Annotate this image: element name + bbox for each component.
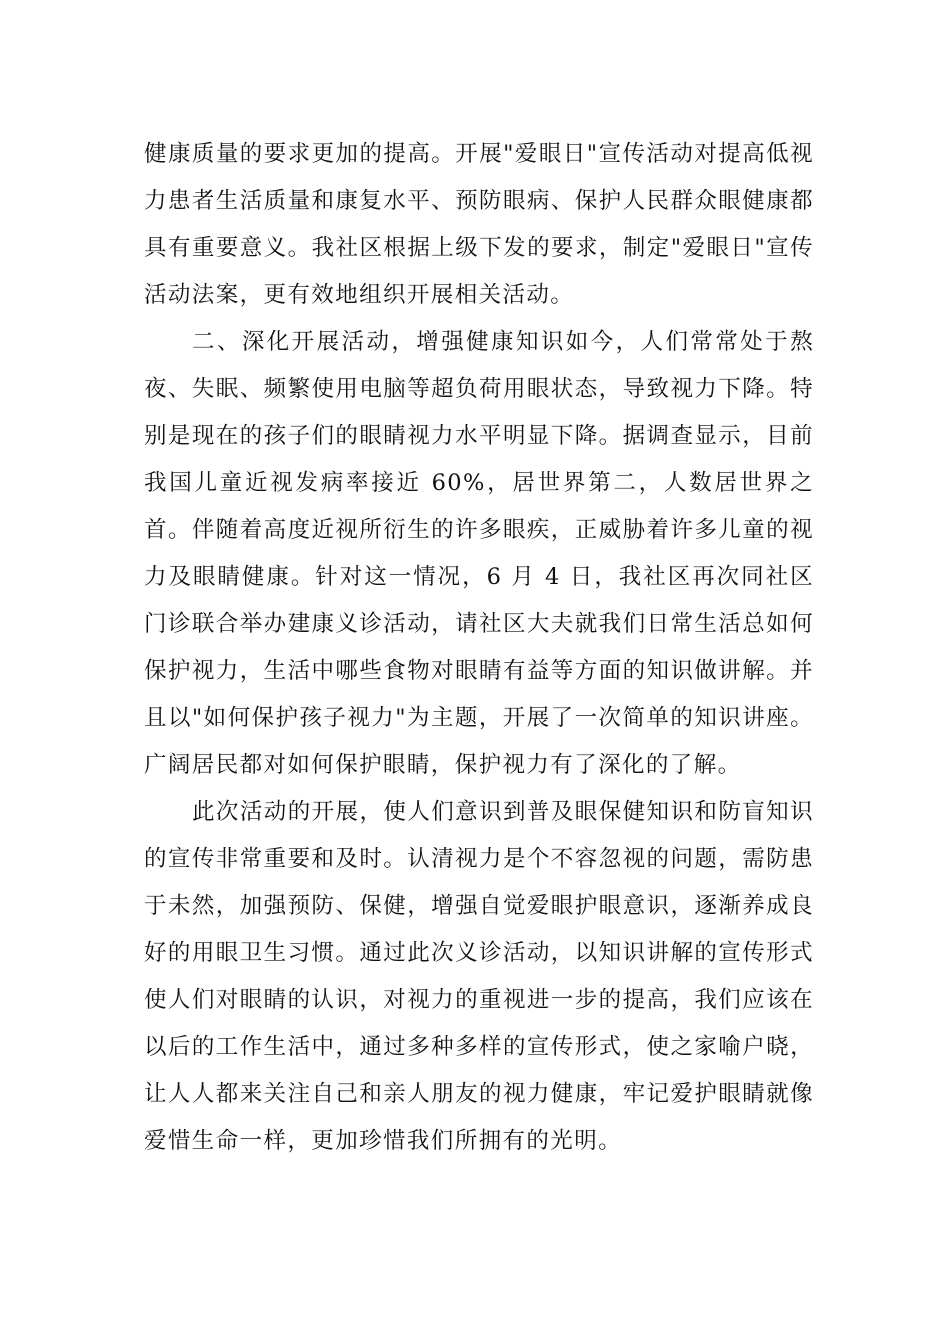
document-body [144, 131, 814, 1165]
paragraph-continuation: 健康质量的要求更加的提高。开展"爱眼日"宣传活动对提高低视力患者生活质量和康复水平、预防眼病、保护人民群众眼健康都具有重要意义。我社区根据上级下发的要求，制定"爱眼日"宣传活动法案，更有效地组织开展相关活动。 [144, 141, 814, 308]
paragraph-section-two: 二、深化开展活动，增强健康知识如今，人们常常处于熬夜、失眠、频繁使用电脑等超负荷用眼状态，导致视力下降。特别是现在的孩子们的眼睛视力水平明显下降。据调查显示，目前我国儿童近视发病率接近 60%，居世界第二，人数居世界之首。伴随着高度近视所衍生的许多眼疾，正威胁着许多儿童的视力及眼睛健康。针对这一情况，6 月 4 日，我社区再次同社区门诊联合举办建康义诊活动，请社区大夫就我们日常生活总如何保护视力，生活中哪些食物对眼睛有益等方面的知识做讲解。并且以"如何保护孩子视力"为主题，开展了一次简单的知识讲座。广阔居民都对如何保护眼睛，保护视力有了深化的了解。 [144, 329, 814, 778]
paragraph-conclusion: 此次活动的开展，使人们意识到普及眼保健知识和防盲知识的宣传非常重要和及时。认清视力是个不容忽视的问题，需防患于未然，加强预防、保健，增强自觉爱眼护眼意识，逐渐养成良好的用眼卫生习惯。通过此次义诊活动，以知识讲解的宣传形式使人们对眼睛的认识，对视力的重视进一步的提高，我们应该在以后的工作生活中，通过多种多样的宣传形式，使之家喻户晓，让人人都来关注自己和亲人朋友的视力健康，牢记爱护眼睛就像爱惜生命一样，更加珍惜我们所拥有的光明。 [144, 799, 814, 1154]
